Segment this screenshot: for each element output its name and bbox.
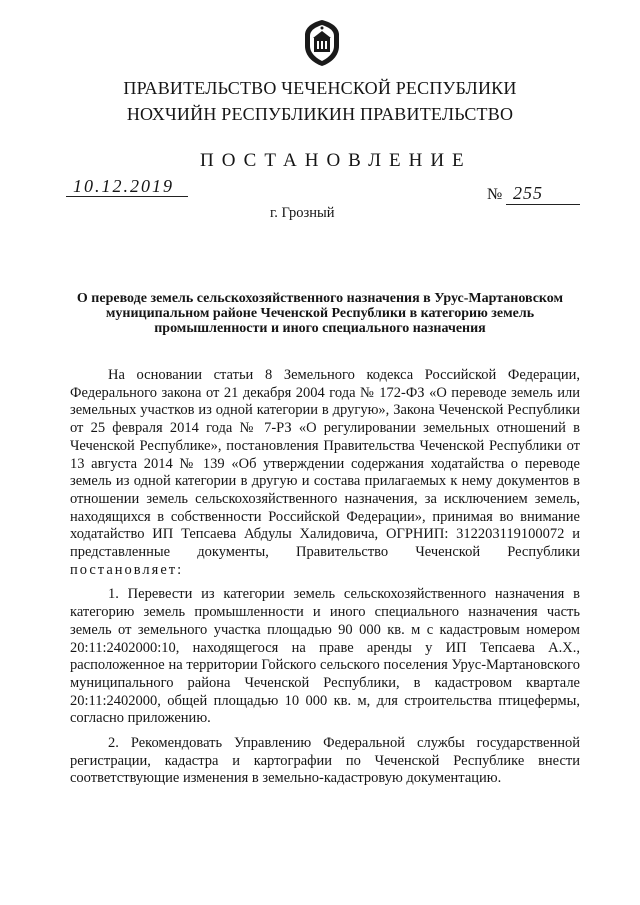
number-sign: №: [487, 186, 503, 203]
document-number: 255: [513, 183, 543, 203]
document-type: ПОСТАНОВЛЕНИЕ: [200, 150, 472, 171]
decree-word: постановляет:: [70, 561, 184, 578]
document-date: 10.12.2019: [73, 176, 174, 196]
date-underline: [66, 196, 188, 197]
item-1-paragraph: 1. Перевести из категории земель сельскохозяйственного назначения в категорию земель промышленности и иного специального назначения часть земель от земельного участка площадью 90 000 кв. м с кадастровым номером 20:11:2402000:10, находящегося на праве аренды у ИП Тепсаева А.Х., расположенное на территории Гойского сельского поселения Урус-Мартановского муниципального района Чеченской Республики, в кадастровом квартале 20:11:2402000, общей площадью 10 000 кв. м, для строительства птицефермы, согласно приложению.: [70, 586, 580, 727]
document-title: О переводе земель сельскохозяйственного назначения в Урус-Мартановском муниципальном районе Чеченской Республики в категорию земель промышленности и иного специального назначения: [76, 291, 564, 336]
org-name-chechen: НОХЧИЙН РЕСПУБЛИКИН ПРАВИТЕЛЬСТВО: [126, 104, 514, 124]
coat-of-arms-icon: [302, 18, 342, 68]
org-name-russian: ПРАВИТЕЛЬСТВО ЧЕЧЕНСКОЙ РЕСПУБЛИКИ: [123, 78, 517, 98]
document-city: г. Грозный: [270, 205, 335, 221]
preamble-text: На основании статьи 8 Земельного кодекса Российской Федерации, Федерального закона от 21 декабря 2004 года № 172-ФЗ «О переводе земель или земельных участков из одной категории в другую», Закона Чеченской Республики от 25 февраля 2014 года № 7-РЗ «О регулировании земельных отношений в Чеченской Республике», постановления Правительства Чеченской Республики от 13 августа 2014 № 139 «Об утверждении содержания ходатайства о переводе земель из одной категории в другую и состава прилагаемых к нему документов в отношении земель сельскохозяйственного назначения, за исключением земель, находящихся в собственности Российской Федерации», принимая во внимание ходатайство ИП Тепсаева Абдулы Халидовича, ОГРНИП: 312203119100072 и представленные документы, Правительство Чеченской Республики: [70, 367, 580, 561]
document-body: [70, 367, 580, 788]
number-underline: [506, 204, 580, 205]
item-2-paragraph: 2. Рекомендовать Управлению Федеральной службы государственной регистрации, кадастра и картографии по Чеченской Республике внести соответствующие изменения в земельно-кадастровую документацию.: [70, 735, 580, 787]
preamble-paragraph: [70, 367, 580, 579]
